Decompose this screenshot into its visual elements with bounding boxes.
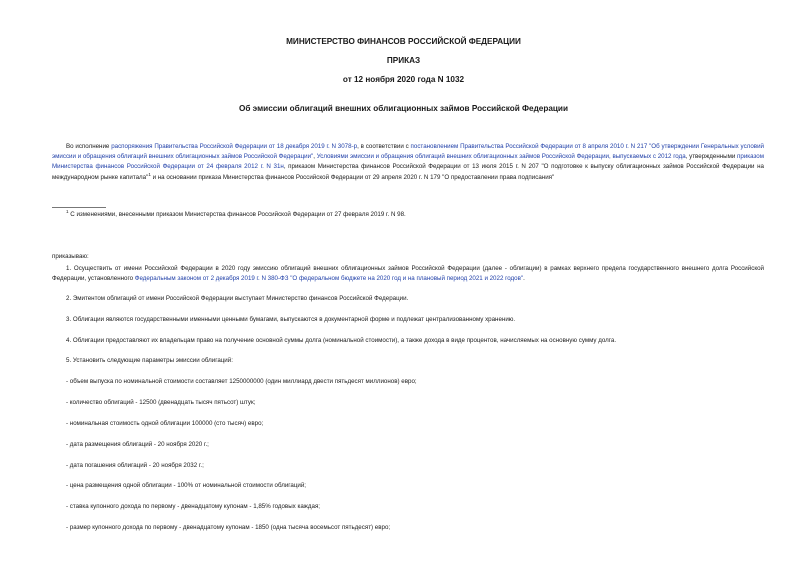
item-1-text: 1. Осуществить от имени Российской Федерации в 2020 году эмиссию облигаций внешних облигационных займов Российской Федерации (далее - облигации) в рамках верхнего предела государственного внешнего долга Российской Федерации, установленного: [52, 265, 764, 283]
param-item: - объем выпуска по номинальной стоимости составляет 1250000000 (один миллиард двести пятьдесят миллионов) евро;: [66, 378, 417, 385]
link-minfin-order-31n[interactable]: приказом Министерства финансов Российской Федерации от 24 февраля 2012 г. N 31н: [52, 153, 764, 171]
link-federal-law-380[interactable]: Федеральным законом от 2 декабря 2019 г. N 380-ФЗ "О федеральном бюджете на 2020 год и на плановый период 2021 и 2022 годов": [134, 275, 524, 283]
param-item: - дата погашения облигаций - 20 ноября 2032 г.;: [66, 462, 204, 469]
item-5: 5. Установить следующие параметры эмиссии облигаций:: [66, 357, 233, 364]
footnote-divider: [52, 207, 106, 208]
ministry-heading: МИНИСТЕРСТВО ФИНАНСОВ РОССИЙСКОЙ ФЕДЕРАЦИИ: [286, 37, 521, 46]
preamble-text: ,: [313, 153, 317, 161]
item-3: 3. Облигации являются государственными именными ценными бумагами, выпускаются в документарной форме и подлежат централизованному хранению.: [66, 316, 516, 323]
item-4: 4. Облигации предоставляют их владельцам право на получение основной суммы долга (номинальной стоимости), а также дохода в виде процентов, начисляемых на основную сумму долга.: [66, 337, 617, 344]
doc-type-heading: ПРИКАЗ: [386, 56, 421, 65]
footnote-reference[interactable]: 1: [148, 171, 151, 177]
preamble-text: и на основании приказа Министерства финансов Российской Федерации от 29 апреля 2020 г. N 179 "О предоставлении права подписания": [150, 173, 555, 181]
order-word: приказываю:: [52, 253, 89, 260]
footnote-text: С изменениями, внесенными приказом Министерства финансов Российской Федерации от 27 февраля 2019 г. N 98.: [68, 211, 406, 218]
preamble-text: , утвержденными: [685, 153, 738, 161]
param-item: - размер купонного дохода по первому - двенадцатому купонам - 1850 (одна тысяча восемьсот пятьдесят) евро;: [66, 524, 391, 531]
preamble-paragraph: [52, 142, 764, 183]
item-1: [52, 264, 764, 284]
link-government-resolution-217[interactable]: постановлением Правительства Российской Федерации от 8 апреля 2010 г. N 217 "Об утверждении Генеральных условий эмиссии и обращения облигаций внешних облигационных займов Российской Федерации": [52, 143, 764, 161]
preamble-text: , в соответствии с: [357, 143, 411, 150]
param-item: - количество облигаций - 12500 (двенадцать тысяч пятьсот) штук;: [66, 399, 256, 406]
date-number-heading: от 12 ноября 2020 года N 1032: [342, 75, 465, 84]
link-government-order-3078[interactable]: распоряжения Правительства Российской Федерации от 18 декабря 2019 г. N 3078-р: [111, 143, 358, 150]
param-item: - цена размещения одной облигации - 100% от номинальной стоимости облигаций;: [66, 482, 307, 489]
link-issue-conditions[interactable]: Условиями эмиссии и обращения облигаций внешних облигационных займов Российской Федерации, выпускаемых с 2012 года: [316, 153, 686, 161]
item-1-text: .: [523, 275, 525, 283]
footnote-mark: 1: [66, 208, 69, 214]
param-item: - ставка купонного дохода по первому - двенадцатому купонам - 1,85% годовых каждая;: [66, 503, 321, 510]
preamble-text: Во исполнение: [66, 143, 112, 150]
preamble-text: , приказом Министерства финансов Российской Федерации от 13 июля 2015 г. N 207 "О подготовке к выпуску облигационных займов Российской Федерации на международном рынке капитала": [52, 163, 764, 181]
param-item: - номинальная стоимость одной облигации 100000 (сто тысяч) евро;: [66, 420, 264, 427]
footnote: [52, 210, 764, 219]
param-item: - дата размещения облигаций - 20 ноября 2020 г.;: [66, 441, 209, 448]
item-2: 2. Эмитентом облигаций от имени Российской Федерации выступает Министерство финансов Российской Федерации.: [66, 295, 409, 302]
document-title: Об эмиссии облигаций внешних облигационных займов Российской Федерации: [238, 104, 568, 113]
